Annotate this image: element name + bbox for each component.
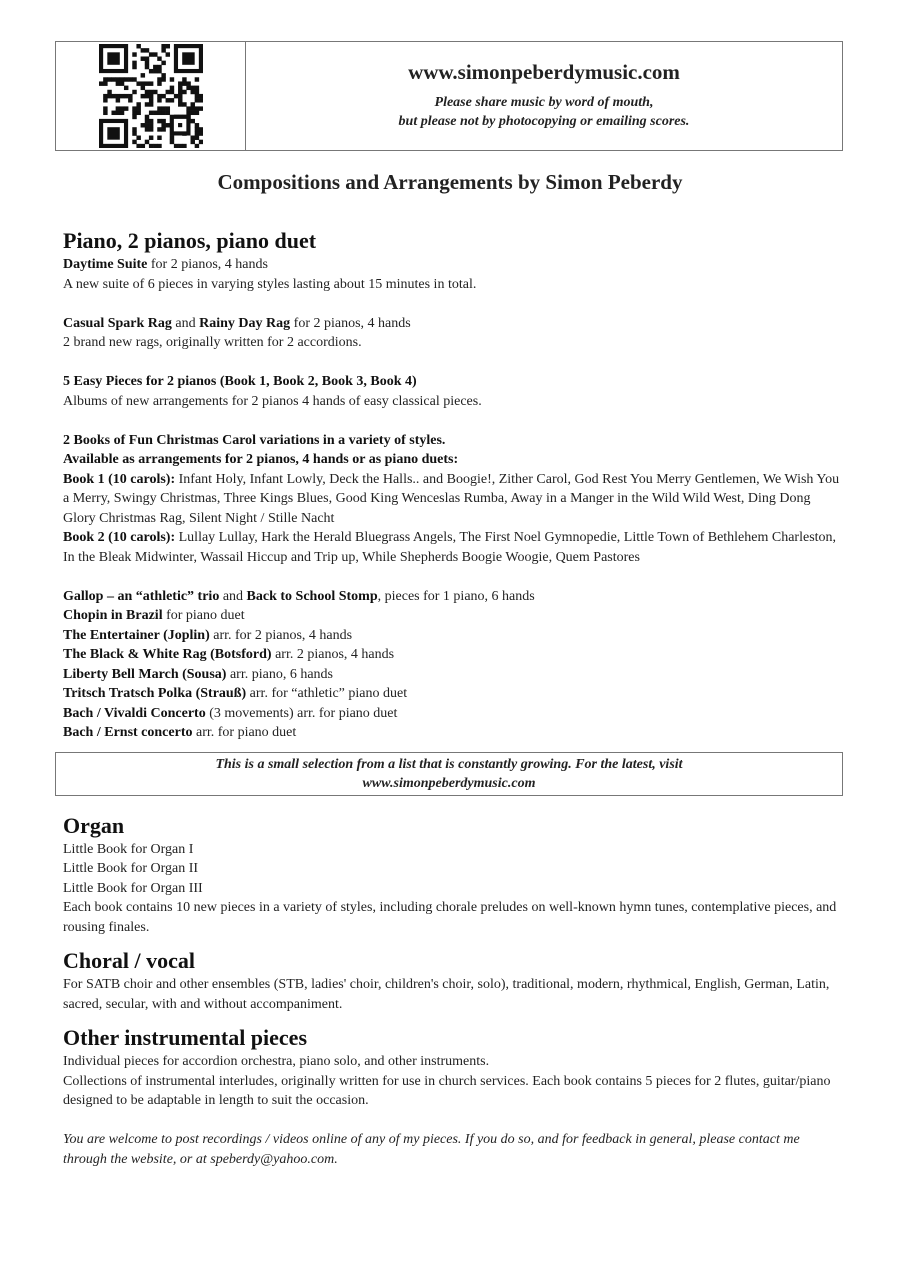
site-url-link[interactable]: www.simonpeberdymusic.com — [408, 60, 680, 85]
piano-item — [63, 684, 843, 704]
easy-pieces-title: 5 Easy Pieces for 2 pianos (Book 1, Book 2, Book 3, Book 4) — [63, 374, 417, 389]
carols-intro-1 — [63, 431, 843, 451]
site-cell — [246, 42, 842, 150]
footer-note: You are welcome to post recordings / videos online of any of my pieces. If you do so, and for feedback in general, please contact me through the website, or at speberdy@yahoo.com. — [63, 1132, 800, 1167]
carols-book-1-title: Book 1 (10 carols): — [63, 471, 176, 487]
daytime-suite-title: Daytime Suite — [63, 257, 148, 272]
gallop-and: and — [219, 588, 247, 604]
piano-item-detail: for piano duet — [162, 608, 245, 623]
notice-box — [55, 752, 843, 796]
organ-book-2: Little Book for Organ II — [63, 861, 199, 876]
rags-line — [63, 314, 843, 334]
gallop-title: Gallop – an “athletic” trio — [63, 588, 220, 604]
stomp-title: Back to School Stomp — [246, 588, 378, 604]
section-heading-other: Other instrumental pieces — [63, 1025, 308, 1050]
carols-book-1-list: Infant Holy, Infant Lowly, Deck the Halls.. and Boogie!, Zither Carol, God Rest You Merry Gentlemen, We Wish You a Merry, Swingy Christmas, Three Kings Blues, Good King Wenceslas Rumba, Away in a Manger in the Wild Wild West, Ding Dong Glory Christmas Rag, Silent Night / Stille Nacht — [63, 471, 840, 526]
section-heading-organ: Organ — [63, 812, 125, 838]
notice-line-1: This is a small selection from a list that is constantly growing. For the latest, visit — [215, 756, 683, 772]
share-line-1: Please share music by word of mouth, — [434, 94, 654, 110]
rags-and: and — [171, 315, 200, 331]
organ-book-1: Little Book for Organ I — [63, 841, 194, 857]
content — [63, 227, 843, 1169]
piano-item-title: The Entertainer (Joplin) — [63, 627, 210, 643]
carols-intro-2-text: Available as arrangements for 2 pianos, 4 hands or as piano duets: — [63, 452, 459, 467]
piano-item-detail: arr. for 2 pianos, 4 hands — [209, 627, 353, 643]
piano-item — [63, 645, 843, 665]
gallop-instrumentation: , pieces for 1 piano, 6 hands — [377, 588, 535, 604]
choral-description: For SATB choir and other ensembles (STB, ladies' choir, children's choir, solo), traditional, modern, rhythmical, English, German, Latin, sacred, secular, with and without accompaniment. — [63, 977, 830, 1012]
rags-description: 2 brand new rags, originally written for 2 accordions. — [63, 335, 362, 350]
other-line-1: Individual pieces for accordion orchestra, piano solo, and other instruments. — [63, 1054, 490, 1069]
carols-book-2-title: Book 2 (10 carols): — [63, 530, 176, 545]
piano-item-detail: arr. piano, 6 hands — [226, 666, 333, 682]
carols-intro-2 — [63, 450, 843, 470]
carols-book-1 — [63, 470, 843, 529]
share-line-2: but please not by photocopying or emailing scores. — [398, 113, 690, 129]
piano-item-detail: arr. 2 pianos, 4 hands — [271, 647, 395, 662]
rags-instrumentation: for 2 pianos, 4 hands — [290, 315, 411, 331]
daytime-suite-description: A new suite of 6 pieces in varying styles lasting about 15 minutes in total. — [63, 276, 477, 292]
carols-book-2-list: Lullay Lullay, Hark the Herald Bluegrass Angels, The First Noel Gymnopedie, Little Town of Bethlehem Charleston, In the Bleak Midwinter, Wassail Hiccup and Trip up, While Shepherds Boogie Woogie, Quem Pastores — [63, 530, 837, 565]
piano-item — [63, 704, 843, 724]
qr-cell — [56, 42, 246, 150]
piano-item-detail: arr. for piano duet — [192, 725, 297, 740]
piano-item-title: Chopin in Brazil — [63, 608, 163, 623]
piano-item — [63, 606, 843, 626]
carols-book-2 — [63, 528, 843, 567]
piano-item-detail: (3 movements) arr. for piano duet — [205, 705, 398, 721]
piano-item-title: Liberty Bell March (Sousa) — [63, 666, 227, 682]
organ-description: Each book contains 10 new pieces in a variety of styles, including chorale preludes on well-known hymn tunes, contemplative pieces, and rousing finales. — [63, 900, 837, 935]
notice-website-link[interactable]: www.simonpeberdymusic.com — [362, 776, 536, 791]
other-line-2: Collections of instrumental interludes, originally written for use in church services. Each book contains 5 pieces for 2 flutes, guitar/piano designed to be adaptable in length to suit the occasion. — [63, 1073, 831, 1108]
daytime-suite-instrumentation: for 2 pianos, 4 hands — [147, 257, 268, 272]
easy-pieces-line — [63, 372, 843, 392]
piano-item-title: The Black & White Rag (Botsford) — [63, 647, 272, 662]
page-title: Compositions and Arrangements by Simon Peberdy — [217, 170, 683, 194]
piano-item-title: Bach / Vivaldi Concerto — [63, 705, 206, 721]
rainy-day-rag-title: Rainy Day Rag — [199, 315, 291, 331]
casual-spark-rag-title: Casual Spark Rag — [63, 315, 172, 331]
section-heading-choral: Choral / vocal — [63, 948, 195, 973]
carols-intro-1-text: 2 Books of Fun Christmas Carol variations in a variety of styles. — [63, 432, 446, 448]
piano-item — [63, 626, 843, 646]
gallop-line — [63, 587, 843, 607]
piano-item-title: Tritsch Tratsch Polka (Strauß) — [63, 686, 247, 701]
daytime-suite-line — [63, 255, 843, 275]
header-box — [55, 41, 843, 151]
piano-item-title: Bach / Ernst concerto — [63, 725, 193, 740]
qr-code[interactable] — [99, 44, 203, 148]
organ-book-3: Little Book for Organ III — [63, 880, 203, 896]
piano-item — [63, 665, 843, 685]
piano-item-detail: arr. for “athletic” piano duet — [246, 686, 408, 701]
piano-item — [63, 723, 843, 743]
section-heading-piano: Piano, 2 pianos, piano duet — [63, 228, 317, 253]
easy-pieces-description: Albums of new arrangements for 2 pianos 4 hands of easy classical pieces. — [63, 393, 482, 409]
